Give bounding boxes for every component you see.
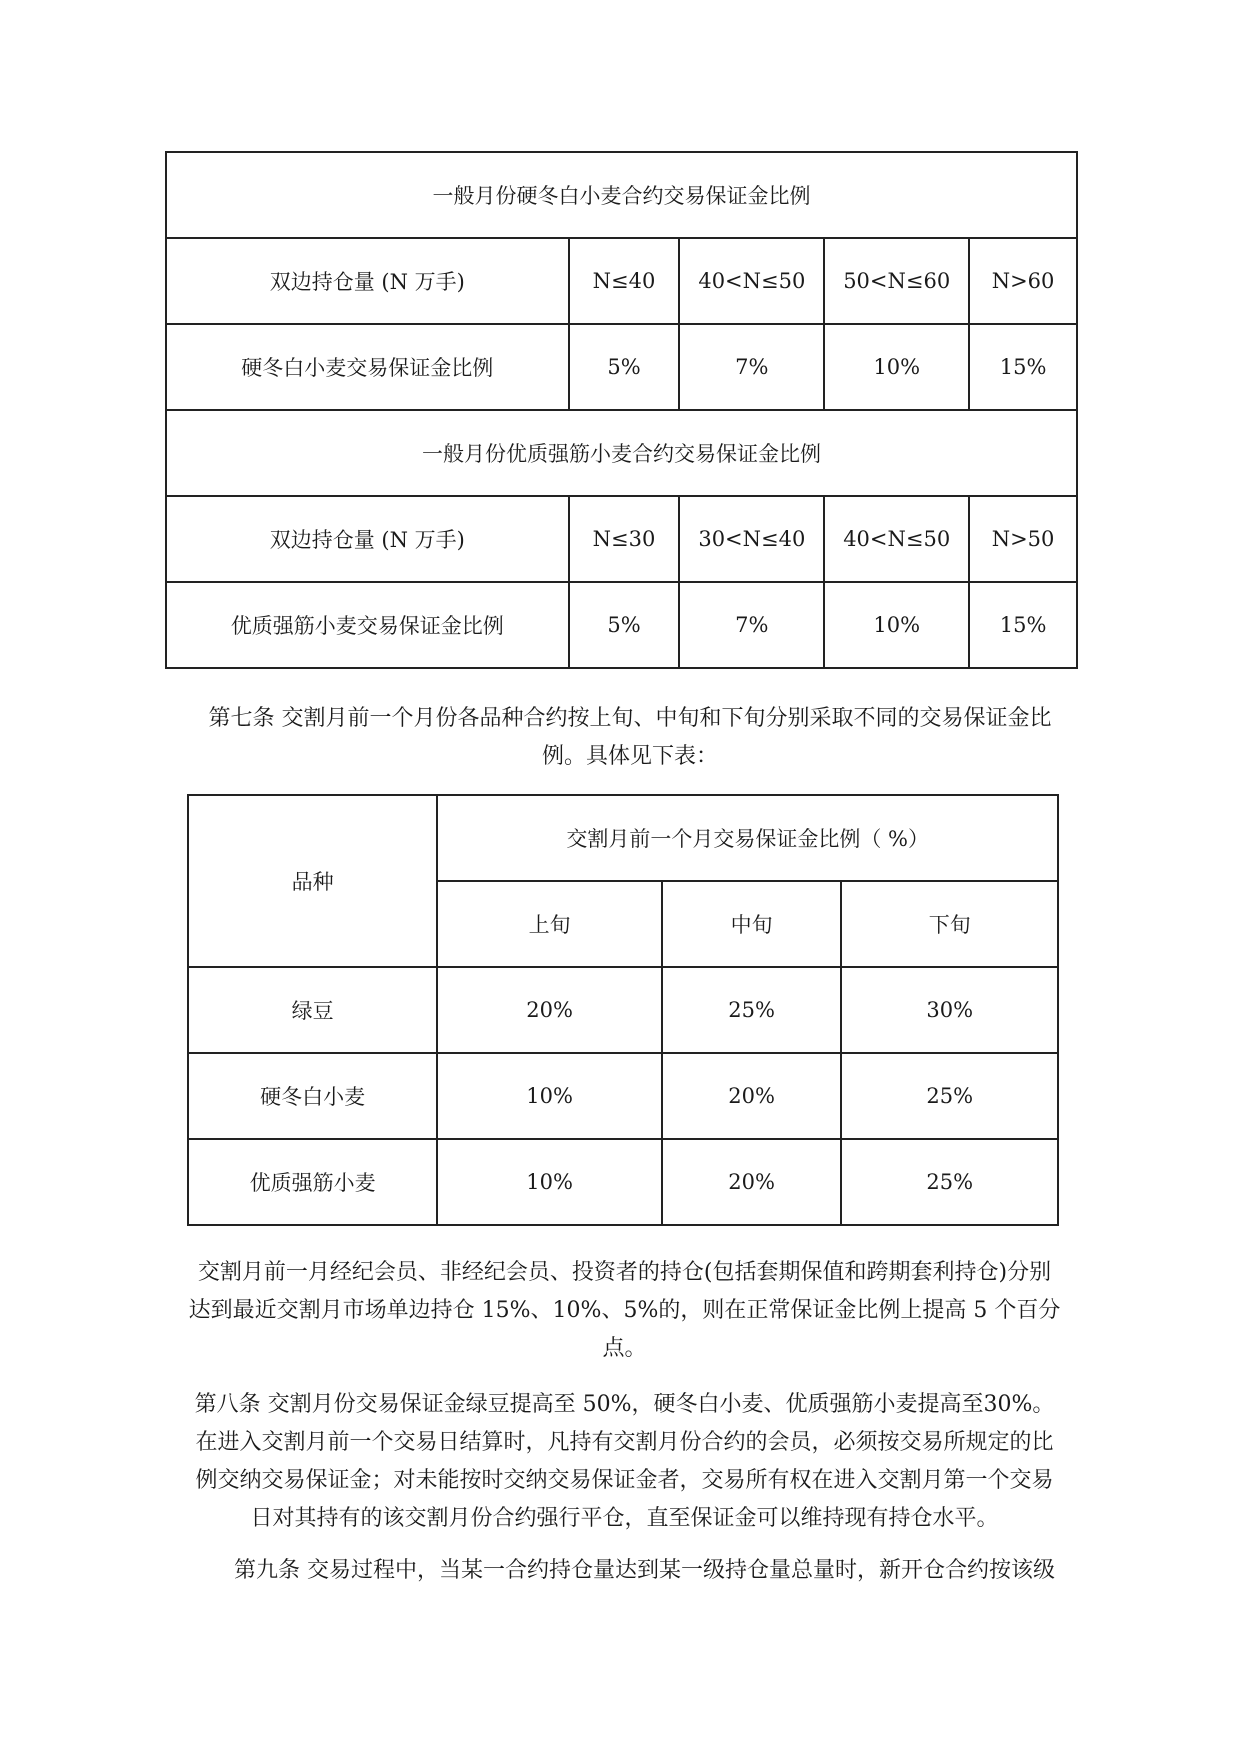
value-cell: 20%: [662, 1139, 842, 1225]
period-header: 下旬: [841, 881, 1058, 967]
variety-header: 品种: [188, 795, 437, 967]
section1-row-label: 硬冬白小麦交易保证金比例: [166, 324, 569, 410]
table-row: [188, 1053, 1058, 1139]
value-cell: 20%: [662, 1053, 842, 1139]
value-cell: 10%: [437, 1053, 661, 1139]
range-cell: N≤40: [569, 238, 680, 324]
value-cell: 25%: [662, 967, 842, 1053]
value-cell: 10%: [824, 582, 969, 668]
value-cell: 25%: [841, 1139, 1058, 1225]
table-row: [188, 1139, 1058, 1225]
variety-name: 优质强筋小麦: [188, 1139, 437, 1225]
section1-title: 一般月份硬冬白小麦合约交易保证金比例: [166, 152, 1077, 238]
range-cell: 40<N≤50: [679, 238, 824, 324]
section2-title: 一般月份优质强筋小麦合约交易保证金比例: [166, 410, 1077, 496]
value-cell: 7%: [679, 582, 824, 668]
range-cell: N>60: [969, 238, 1077, 324]
variety-name: 硬冬白小麦: [188, 1053, 437, 1139]
group-header: 交割月前一个月交易保证金比例（ %）: [437, 795, 1058, 881]
value-cell: 15%: [969, 324, 1077, 410]
section2-row-label: 优质强筋小麦交易保证金比例: [166, 582, 569, 668]
value-cell: 7%: [679, 324, 824, 410]
general-month-margin-table: [165, 151, 1078, 669]
value-cell: 10%: [824, 324, 969, 410]
value-cell: 5%: [569, 324, 680, 410]
section1-header-label: 双边持仓量 (N 万手): [166, 238, 569, 324]
range-cell: 40<N≤50: [824, 496, 969, 582]
section2-header-label: 双边持仓量 (N 万手): [166, 496, 569, 582]
period-header: 上旬: [437, 881, 661, 967]
value-cell: 30%: [841, 967, 1058, 1053]
value-cell: 5%: [569, 582, 680, 668]
article-8-text: 第八条 交割月份交易保证金绿豆提高至 50%，硬冬白小麦、优质强筋小麦提高至30%。在进入交割月前一个交易日结算时，凡持有交割月份合约的会员，必须按交易所规定的比例交纳交易保证金；对未能按时交纳交易保证金者，交易所有权在进入交割月第一个交易日对其持有的该交割月份合约强行平仓，直至保证金可以维持现有持仓水平。: [194, 1392, 1055, 1531]
range-cell: N>50: [969, 496, 1077, 582]
range-cell: 30<N≤40: [679, 496, 824, 582]
value-cell: 10%: [437, 1139, 661, 1225]
delivery-month-margin-table: [187, 794, 1059, 1226]
period-header: 中旬: [662, 881, 842, 967]
value-cell: 20%: [437, 967, 661, 1053]
variety-name: 绿豆: [188, 967, 437, 1053]
position-rule-paragraph: 交割月前一月经纪会员、非经纪会员、投资者的持仓(包括套期保值和跨期套利持仓)分别达到最近交割月市场单边持仓 15%、10%、5%的，则在正常保证金比例上提高 5 个百分点。: [188, 1260, 1061, 1361]
range-cell: 50<N≤60: [824, 238, 969, 324]
value-cell: 15%: [969, 582, 1077, 668]
table-row: [188, 967, 1058, 1053]
article-9-text: 第九条 交易过程中，当某一合约持仓量达到某一级持仓量总量时，新开仓合约按该级: [234, 1558, 1055, 1583]
value-cell: 25%: [841, 1053, 1058, 1139]
range-cell: N≤30: [569, 496, 680, 582]
article-7-text: 第七条 交割月前一个月份各品种合约按上旬、中旬和下旬分别采取不同的交易保证金比例。具体见下表：: [208, 706, 1052, 769]
